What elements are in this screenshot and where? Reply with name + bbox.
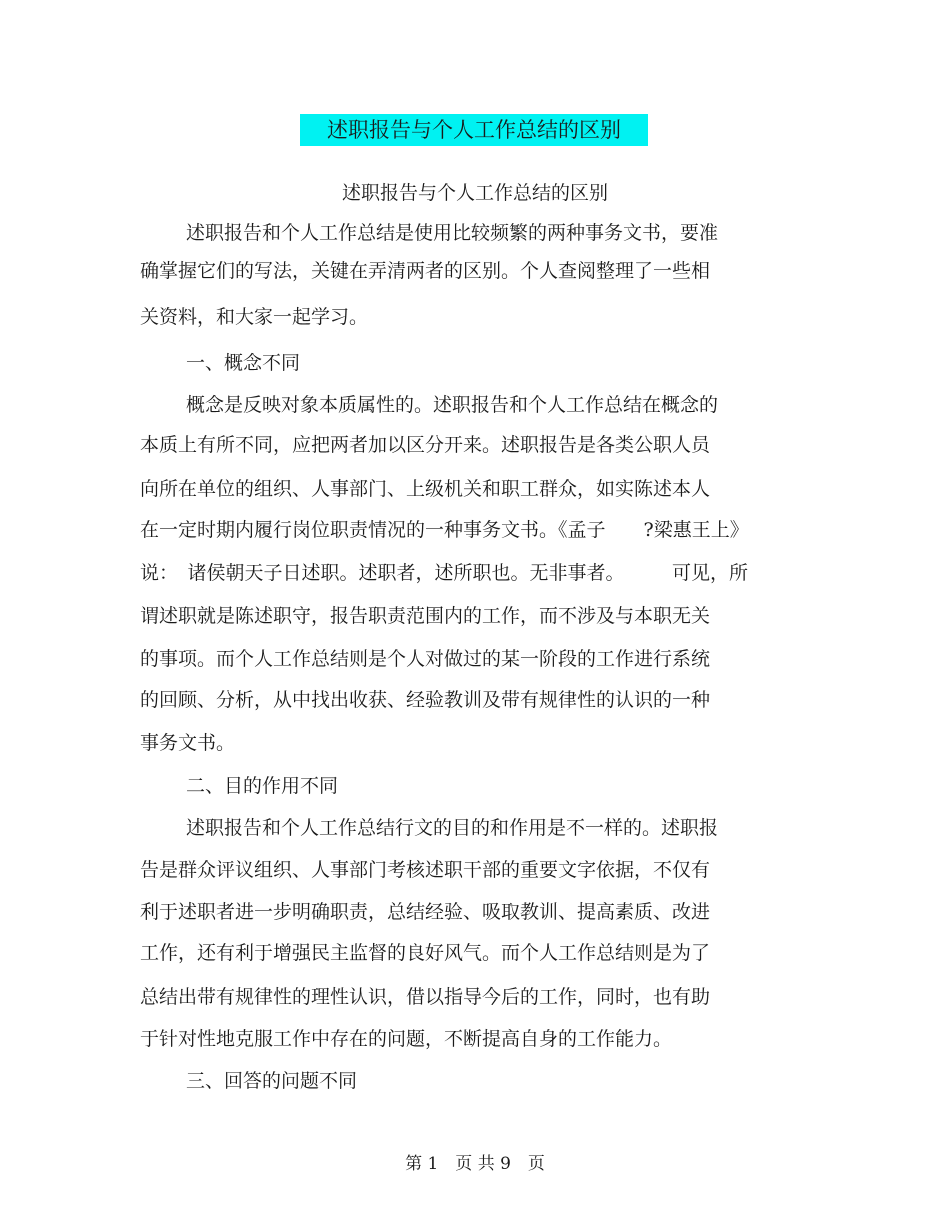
body-line: 向所在单位的组织、人事部门、上级机关和职工群众，如实陈述本人 xyxy=(140,478,711,500)
document-subtitle: 述职报告与个人工作总结的区别 xyxy=(341,182,608,204)
body-line: 谓述职就是陈述职守，报告职责范围内的工作，而不涉及与本职无关 xyxy=(140,605,711,627)
body-line: 本质上有所不同，应把两者加以区分开来。述职报告是各类公职人员 xyxy=(140,434,711,456)
body-line: 的回顾、分析，从中找出收获、经验教训及带有规律性的认识的一种 xyxy=(140,689,711,711)
body-line: 于针对性地克服工作中存在的问题，不断提高自身的工作能力。 xyxy=(140,1028,673,1050)
body-line: 总结出带有规律性的理性认识，借以指导今后的工作，同时，也有助 xyxy=(140,986,711,1008)
section-heading: 二、目的作用不同 xyxy=(186,775,339,797)
section-heading: 三、回答的问题不同 xyxy=(186,1070,358,1092)
body-line: 事务文书。 xyxy=(140,732,236,754)
body-line: 的事项。而个人工作总结则是个人对做过的某一阶段的工作进行系统 xyxy=(140,648,711,670)
page-footer: 第 1 页 共 9 页 xyxy=(405,1154,545,1174)
body-line: 述职报告和个人工作总结行文的目的和作用是不一样的。述职报 xyxy=(186,817,719,839)
body-line: 说： 诸侯朝天子日述职。述职者，述所职也。无非事者。 可见，所 xyxy=(140,562,749,584)
body-line: 概念是反映对象本质属性的。述职报告和个人工作总结在概念的 xyxy=(186,394,719,416)
body-line: 在一定时期内履行岗位职责情况的一种事务文书。《孟子 ?梁惠王上》 xyxy=(140,519,749,541)
body-line: 关资料，和大家一起学习。 xyxy=(140,306,369,328)
body-line: 工作，还有利于增强民主监督的良好风气。而个人工作总结则是为了 xyxy=(140,942,711,964)
section-heading: 一、概念不同 xyxy=(186,352,301,374)
body-line: 确掌握它们的写法，关键在弄清两者的区别。个人查阅整理了一些相 xyxy=(140,260,711,282)
body-line: 利于述职者进一步明确职责，总结经验、吸取教训、提高素质、改进 xyxy=(140,901,711,923)
body-line: 告是群众评议组织、人事部门考核述职干部的重要文字依据，不仅有 xyxy=(140,859,711,881)
body-line: 述职报告和个人工作总结是使用比较频繁的两种事务文书，要准 xyxy=(186,222,719,244)
document-title: 述职报告与个人工作总结的区别 xyxy=(300,114,648,146)
